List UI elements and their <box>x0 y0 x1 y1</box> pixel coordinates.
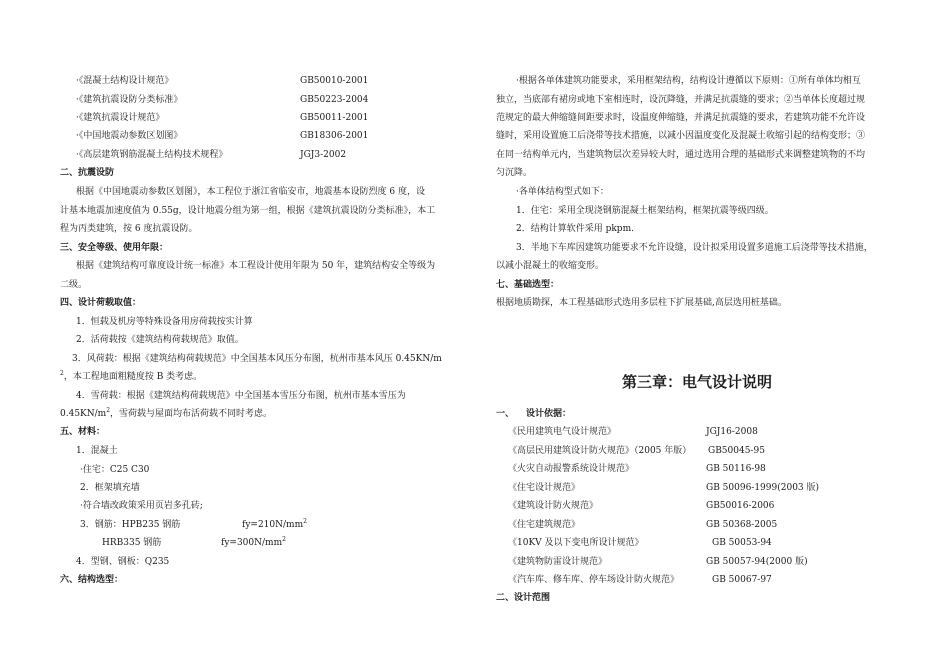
list-item: 1．恒载及机房等特殊设备用房荷载按实计算 <box>76 317 253 327</box>
paragraph-line: 匀沉降。 <box>496 168 533 178</box>
ref-code: JGJ16-2008 <box>706 427 758 437</box>
ref-code: GB50016-2006 <box>706 501 775 511</box>
ref-code: GB 50096-1999(2003 版) <box>706 483 820 493</box>
section-heading: 设计依据： <box>526 409 572 419</box>
list-item: 3．风荷载：根据《建筑结构荷载规范》中全国基本风压分布图，杭州市基本风压 0.45KN/m <box>72 354 442 364</box>
ref-code: GB 50368-2005 <box>706 520 778 530</box>
list-item: 3．钢筋：HPB235 钢筋 <box>80 520 181 530</box>
ref-name: 《建筑物防雷设计规范》 <box>508 557 608 567</box>
list-item: 4．雪荷载：根据《建筑结构荷载规范》中全国基本雪压分布图，杭州市基本雪压为 <box>76 391 406 401</box>
ref-name: 《火灾自动报警系统设计规范》 <box>508 464 635 474</box>
list-item: 2．框架填充墙 <box>80 483 140 493</box>
superscript: 2 <box>106 407 111 414</box>
paragraph-line: 计基本地震加速度值为 0.55g，设计地震分组为第一组，根据《建筑抗震设防分类标准》，本工 <box>60 206 436 216</box>
list-item-continuation <box>60 371 202 383</box>
ref-code: GB 50057-94(2000 版) <box>706 557 808 567</box>
section-heading: 七、基础选型： <box>496 280 560 290</box>
ref-name: ·《混凝土结构设计规范》 <box>76 76 174 86</box>
text: fy=210N/mm <box>242 520 304 530</box>
ref-name: 《10KV 及以下变电所设计规范》 <box>508 538 644 548</box>
section-heading: 五、材料： <box>60 427 106 437</box>
ref-code: GB50223-2004 <box>300 95 369 105</box>
ref-code: GB50010-2001 <box>300 76 369 86</box>
list-item: 2．活荷载按《建筑结构荷载规范》取值。 <box>76 335 244 345</box>
superscript: 2 <box>60 370 64 377</box>
list-item-continuation: 以减小混凝土的收缩变形。 <box>496 261 605 271</box>
paragraph-line: 在同一结构单元内，当建筑物层次差异较大时，通过选用合理的基础形式来调整建筑物的不均 <box>496 150 866 160</box>
paragraph-line: 根据《中国地震动参数区划图》，本工程位于浙江省临安市，地震基本设防烈度 6 度，设 <box>76 187 425 197</box>
paragraph-line: 独立，当底部有裙房或地下室相连时，设沉降缝，并满足抗震缝的要求；②当单体长度超过规 <box>496 95 866 105</box>
ref-name: ·《建筑抗震设防分类标准》 <box>76 95 183 105</box>
section-number: 一、 <box>496 409 515 419</box>
ref-name: 《汽车库、修车库、停车场设计防火规范》 <box>508 575 680 585</box>
list-item: HRB335 钢筋 <box>102 538 162 548</box>
ref-name: 《高层民用建筑设计防火规范》（2005 年版） <box>508 446 692 456</box>
ref-name: ·《建筑抗震设计规范》 <box>76 113 165 123</box>
rebar-strength <box>242 519 307 531</box>
list-item: ·住宅：C25 C30 <box>80 465 150 475</box>
list-item: 2．结构计算软件采用 pkpm. <box>516 224 634 234</box>
section-heading: 六、结构选型： <box>60 575 124 585</box>
paragraph-line: 根据《建筑结构可靠度设计统一标准》本工程设计使用年限为 50 年，建筑结构安全等级为 <box>76 261 436 271</box>
ref-code: GB50045-95 <box>708 446 765 456</box>
paragraph-line: 二级。 <box>60 280 88 290</box>
ref-name: ·《中国地震动参数区划图》 <box>76 131 183 141</box>
ref-code: GB18306-2001 <box>300 131 369 141</box>
list-item-continuation <box>60 408 272 420</box>
text: ，雪荷载与屋面均布活荷载不同时考虑。 <box>110 409 273 419</box>
ref-code: GB 50053-94 <box>712 538 772 548</box>
ref-name: 《建筑设计防火规范》 <box>508 501 599 511</box>
text: fy=300N/mm <box>221 538 283 548</box>
text: ，本工程地面粗糙度按 B 类考虑。 <box>63 372 203 382</box>
ref-name: 《住宅建筑规范》 <box>508 520 581 530</box>
ref-name: ·《高层建筑钢筋混凝土结构技术规程》 <box>76 150 228 160</box>
list-item: 4．型钢、钢板：Q235 <box>76 557 170 567</box>
paragraph-line: 程为丙类建筑，按 6 度抗震设防。 <box>60 224 198 234</box>
rebar-strength <box>221 537 286 549</box>
list-item: ·符合墙改政策采用页岩多孔砖; <box>80 501 203 511</box>
text: 0.45KN/m <box>60 409 107 419</box>
list-item: 3．半地下车库因建筑功能要求不允许设缝，设计拟采用设置多道施工后浇带等技术措施， <box>516 243 873 253</box>
section-heading: 四、设计荷载取值： <box>60 298 142 308</box>
ref-code: GB50011-2001 <box>300 113 369 123</box>
superscript: 2 <box>282 536 286 543</box>
paragraph-line: 范规定的最大伸缩缝间距要求时，设温度伸缩缝，并满足抗震缝的要求，若建筑功能不允许设 <box>496 113 866 123</box>
section-heading: 二、抗震设防 <box>60 168 115 178</box>
ref-code: JGJ3-2002 <box>300 150 347 160</box>
ref-name: 《民用建筑电气设计规范》 <box>508 427 617 437</box>
paragraph-line: ·各单体结构型式如下： <box>516 187 609 197</box>
list-item: 1．混凝土 <box>76 446 118 456</box>
superscript: 2 <box>303 518 307 525</box>
list-item: 1．住宅：采用全现浇钢筋混凝土框架结构，框架抗震等级四级。 <box>516 206 774 216</box>
paragraph-line: 缝时，采用设置施工后浇带等技术措施，以减小因温度变化及混凝土收缩引起的结构变形；③ <box>496 131 866 141</box>
paragraph-line: ·根据各单体建筑功能要求，采用框架结构，结构设计遵循以下原则：①所有单体均相互 <box>516 76 861 86</box>
chapter-title: 第三章：电气设计说明 <box>622 373 773 391</box>
section-heading: 三、安全等级、使用年限： <box>60 243 169 253</box>
ref-code: GB 50116-98 <box>706 464 766 474</box>
ref-name: 《住宅设计规范》 <box>508 483 581 493</box>
section-heading: 二、设计范围 <box>496 593 551 603</box>
ref-code: GB 50067-97 <box>712 575 772 585</box>
paragraph-line: 根据地质勘探，本工程基础形式选用多层柱下扩展基础,高层选用桩基础。 <box>496 298 787 308</box>
